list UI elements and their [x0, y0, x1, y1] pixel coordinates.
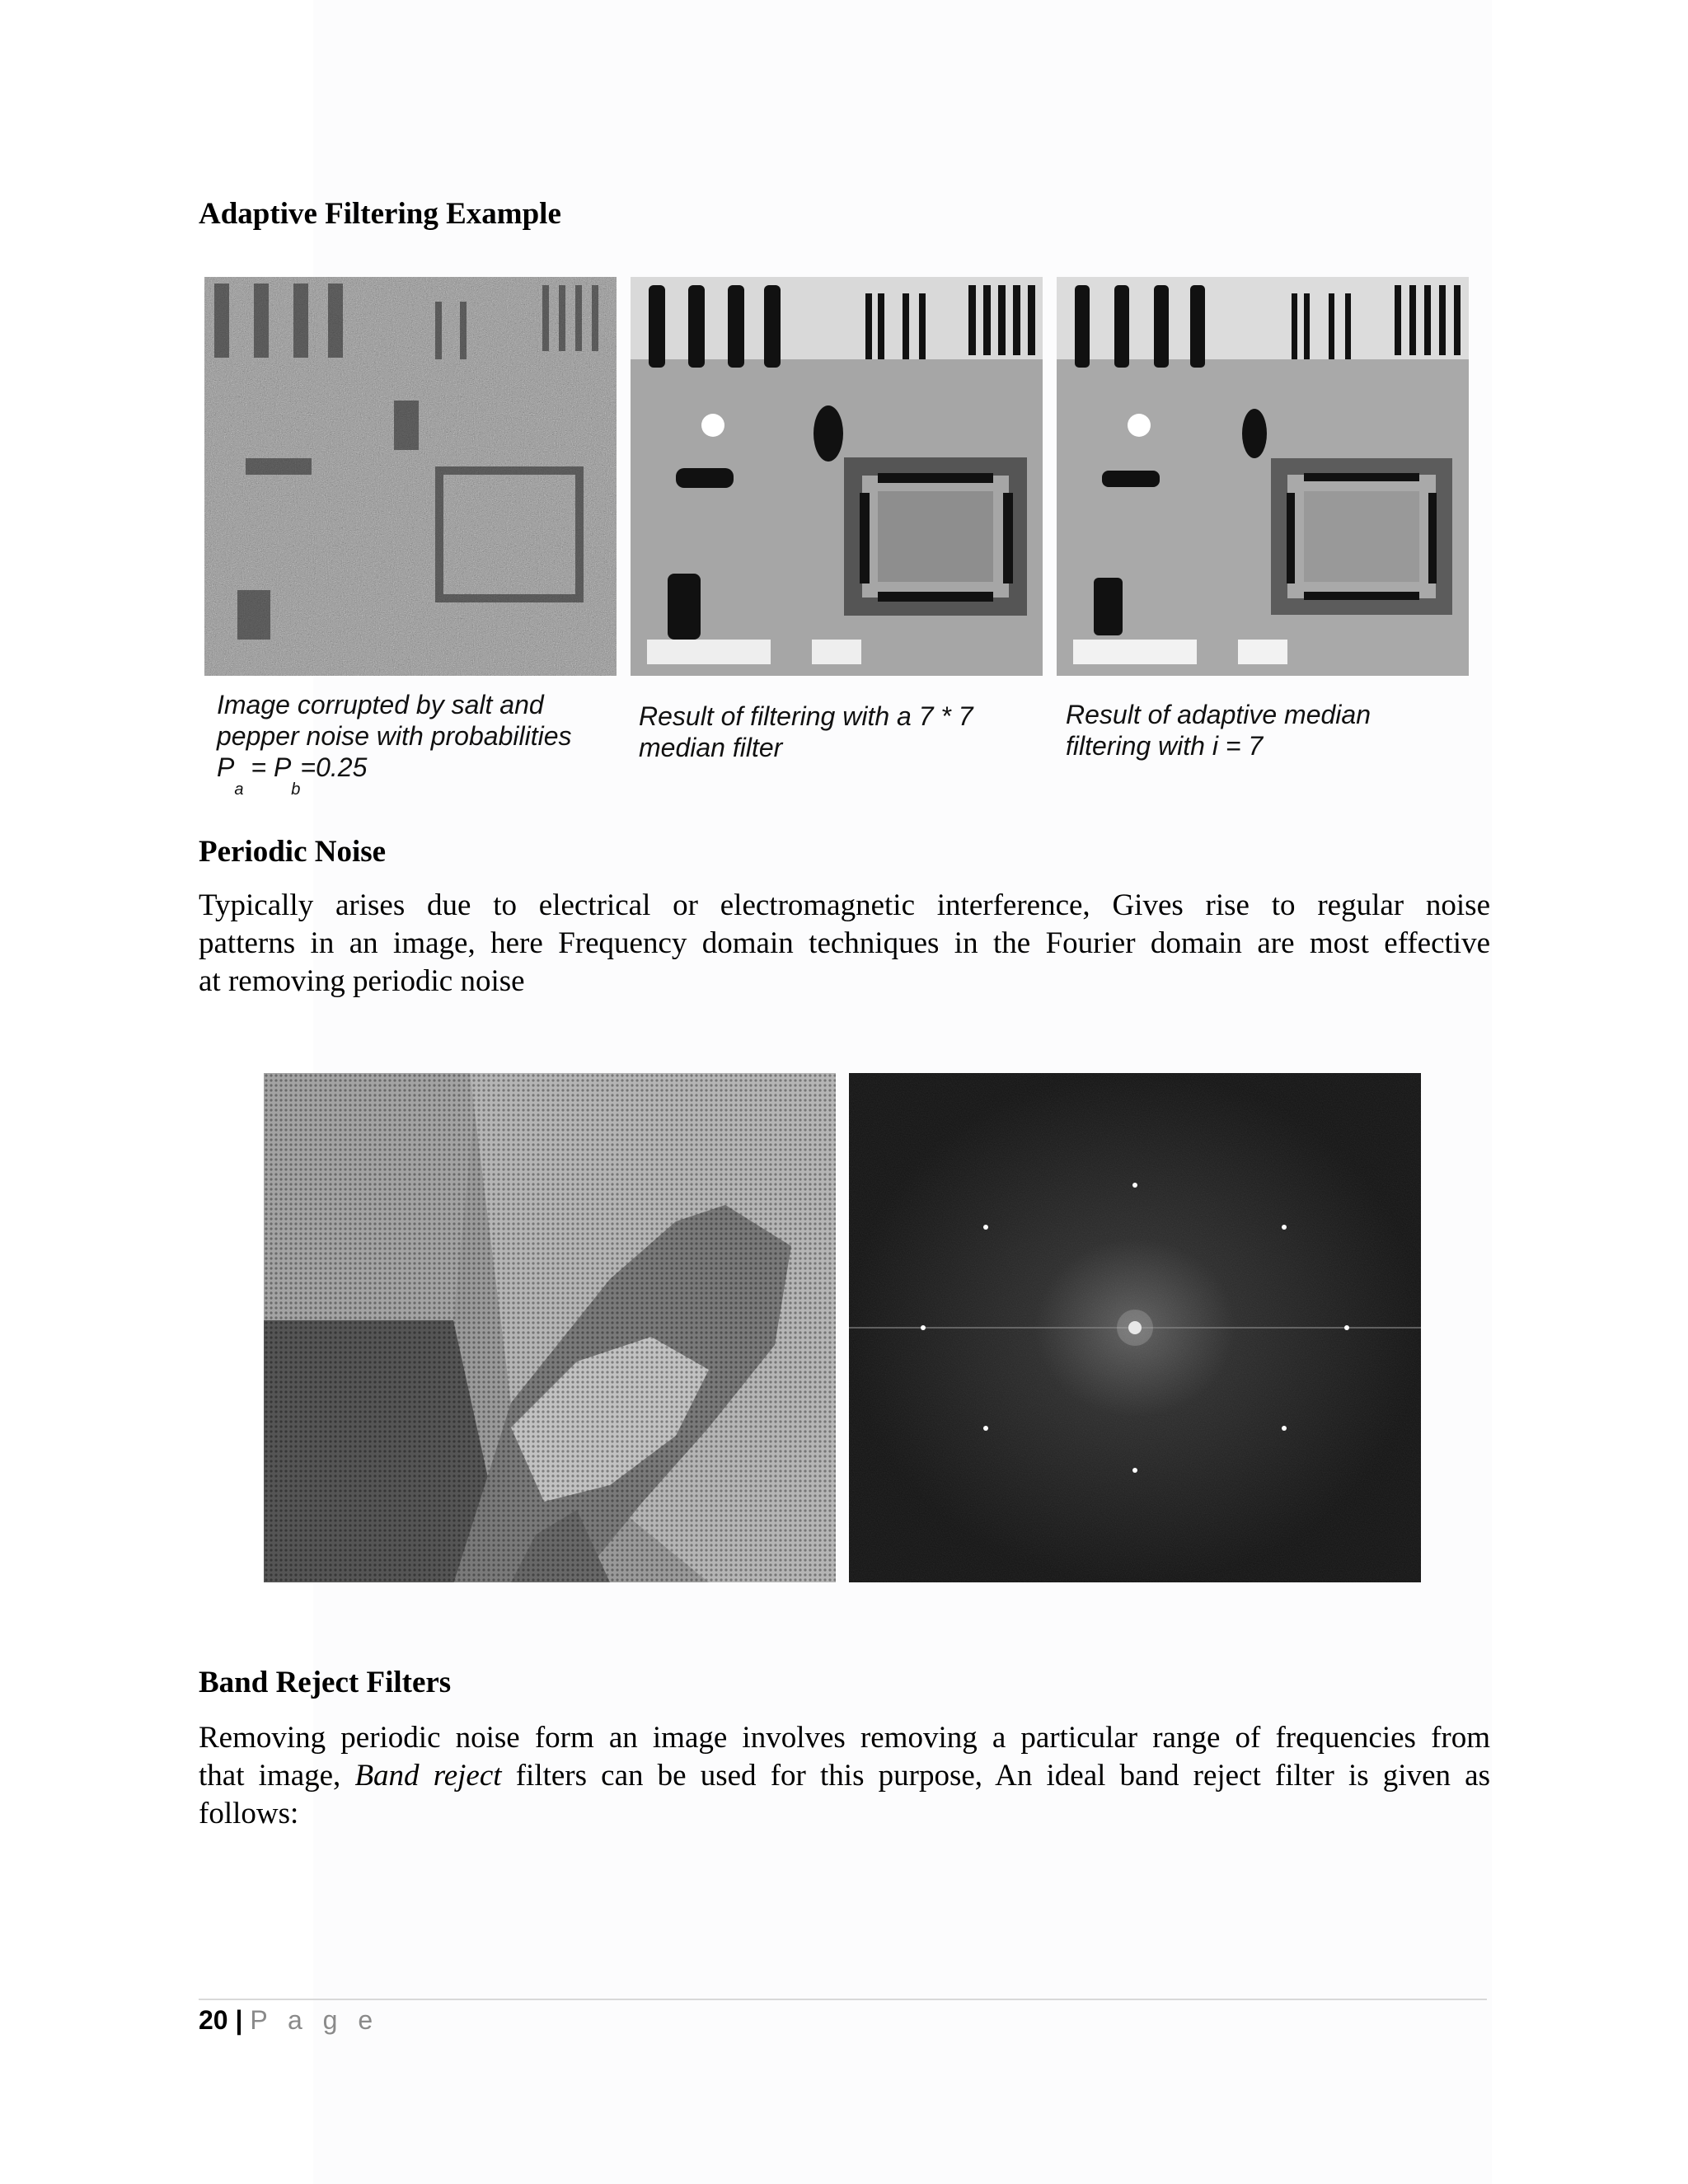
formula-value: =0.25 [300, 752, 368, 782]
caption-adaptive-line2: filtering with i = 7 [1066, 731, 1264, 761]
paragraph-emphasis: Band reject [354, 1759, 502, 1793]
caption-noisy-line1: Image corrupted by salt and [217, 690, 544, 719]
heading-periodic-noise: Periodic Noise [199, 835, 387, 869]
caption-median-line2: median filter [639, 733, 783, 762]
heading-adaptive-filtering: Adaptive Filtering Example [199, 197, 561, 231]
caption-adaptive-line1: Result of adaptive median [1066, 700, 1371, 729]
paragraph-line: Removing periodic noise form an image involves removing a particular range of frequencies from [199, 1721, 1490, 1755]
formula-sub-b: b [291, 780, 301, 799]
page-footer [199, 2005, 379, 2036]
paragraph-line: at removing periodic noise [199, 964, 525, 998]
caption-noisy-formula [217, 752, 571, 799]
figure-adaptive-median-result [1057, 277, 1469, 676]
paragraph-line: Typically arises due to electrical or electromagnetic interference, Gives rise to regular noise [199, 888, 1490, 922]
heading-band-reject-filters: Band Reject Filters [199, 1666, 452, 1699]
page-number: 20 [199, 2005, 228, 2035]
formula-eq: = P [243, 752, 292, 782]
formula-sub-a: a [234, 780, 244, 799]
caption-adaptive-median [1066, 699, 1371, 762]
caption-median-line1: Result of filtering with a 7 * 7 [639, 701, 973, 731]
caption-noisy-line2: pepper noise with probabilities [217, 721, 572, 751]
paragraph-line [199, 1757, 1490, 1795]
caption-median-filter [639, 701, 973, 763]
figure-noisy-circuit [204, 277, 617, 676]
paragraph-periodic-noise [199, 887, 1490, 1001]
caption-noisy-image [217, 689, 572, 799]
paragraph-line: patterns in an image, here Frequency domain techniques in the Fourier domain are most effective [199, 926, 1490, 960]
paragraph-text: that image, [199, 1759, 355, 1793]
footer-divider [199, 1999, 1487, 2000]
paragraph-band-reject [199, 1719, 1490, 1833]
formula-p: P [217, 752, 235, 782]
paragraph-text: filters can be used for this purpose, An ideal band reject filter is given as [501, 1759, 1490, 1793]
figure-median-filter-result [631, 277, 1043, 676]
footer-separator: | [235, 2005, 243, 2035]
figure-fourier-spectrum [849, 1073, 1421, 1582]
paragraph-line: follows: [199, 1797, 299, 1830]
figure-periodic-noise-image [264, 1073, 836, 1582]
footer-page-label: P a g e [250, 2005, 380, 2035]
